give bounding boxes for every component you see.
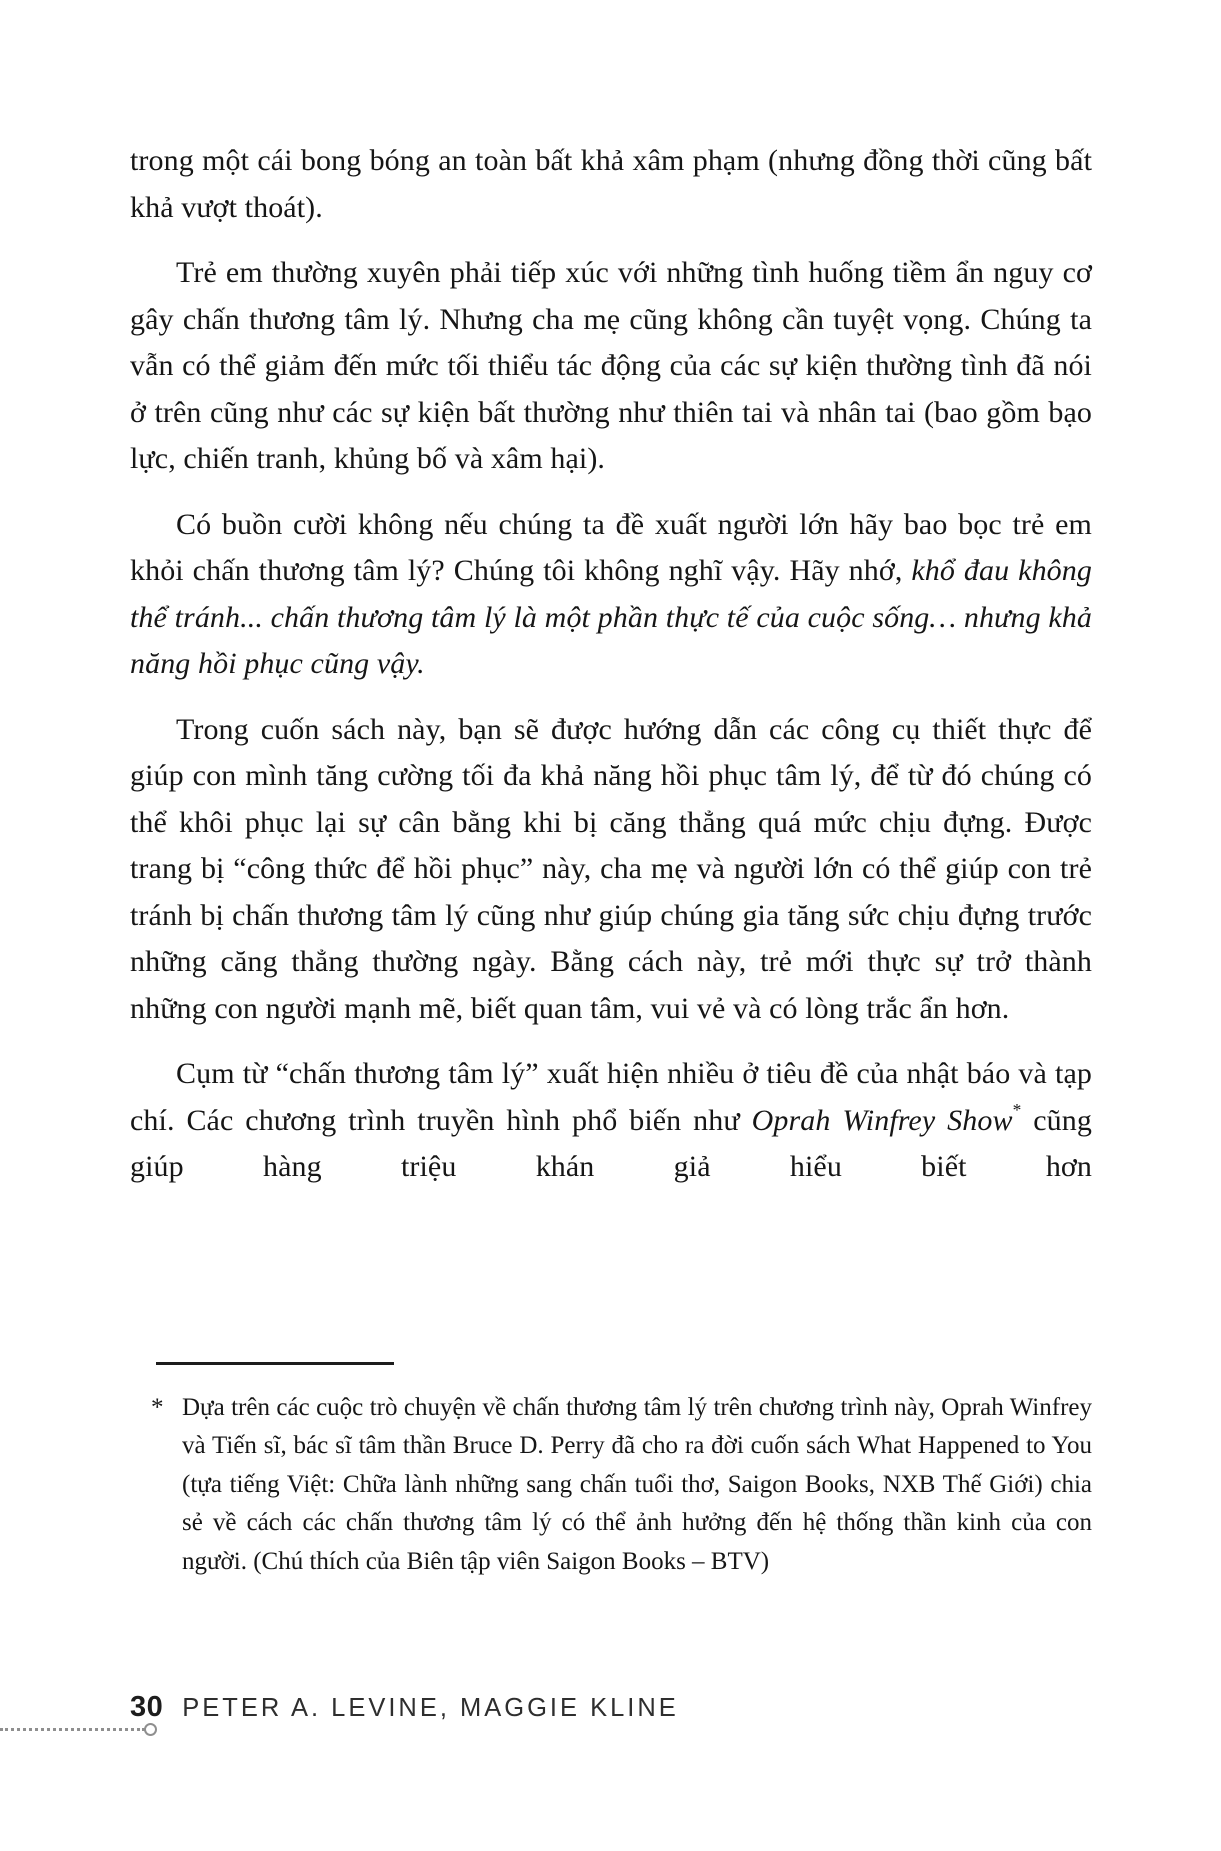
paragraph-text: Cụm từ “chấn thương tâm lý” xuất hiện nhiều ở tiêu đề của nhật báo và tạp chí. Các chương trình truyền hình phổ biến như xyxy=(130,1057,1092,1137)
footnote-text: Dựa trên các cuộc trò chuyện về chấn thương tâm lý trên chương trình này, Oprah Winfrey và Tiến sĩ, bác sĩ tâm thần Bruce D. Perry đã cho ra đời cuốn sách What Happened to You (tựa tiếng Việt: Chữa lành những sang chấn tuổi thơ, Saigon Books, NXB Thế Giới) chia sẻ về cách các chấn thương tâm lý có thể ảnh hưởng đến hệ thống thần kinh của con người. (Chú thích của Biên tập viên Saigon Books – BTV) xyxy=(182,1393,1092,1575)
running-footer-authors: PETER A. LEVINE, MAGGIE KLINE xyxy=(182,1694,679,1722)
footnote-reference-asterisk: * xyxy=(1012,1099,1022,1120)
footnote-divider xyxy=(156,1362,394,1365)
show-title-italic: Oprah Winfrey Show xyxy=(751,1103,1013,1137)
paragraph-text: Trẻ em thường xuyên phải tiếp xúc với những tình huống tiềm ẩn nguy cơ gây chấn thương tâm lý. Nhưng cha mẹ cũng không cần tuyệt vọng. Chúng ta vẫn có thể giảm đến mức tối thiểu tác động của các sự kiện thường tình đã nói ở trên cũng như các sự kiện bất thường như thiên tai và nhân tai (bao gồm bạo lực, chiến tranh, khủng bố và xâm hại). xyxy=(130,256,1092,475)
paragraph-text: trong một cái bong bóng an toàn bất khả xâm phạm (nhưng đồng thời cũng bất khả vượt thoát). xyxy=(130,144,1092,224)
footnote xyxy=(130,1389,1092,1582)
paragraph-text: Có buồn cười không nếu chúng ta đề xuất người lớn hãy bao bọc trẻ em khỏi chấn thương tâm lý? Chúng tôi không nghĩ vậy. Hãy nhớ, xyxy=(130,507,1092,587)
page-number: 30 xyxy=(130,1691,164,1723)
body-paragraph-4 xyxy=(130,707,1092,1033)
footer-ornament xyxy=(0,1721,175,1739)
body-paragraph-2 xyxy=(130,250,1092,483)
paragraph-text: cũng giúp hàng triệu khán giả hiểu biết hơn xyxy=(130,1103,1092,1183)
paragraph-text-italic: khổ đau không thể tránh... chấn thương tâm lý là một phần thực tế của cuộc sống… nhưng khả năng hồi phục cũng vậy. xyxy=(130,554,1092,680)
dotted-line-ornament xyxy=(0,1728,145,1731)
footnote-section xyxy=(130,1362,1092,1581)
footnote-marker: * xyxy=(151,1393,164,1421)
body-paragraph-3 xyxy=(130,502,1092,688)
paragraph-text: Trong cuốn sách này, bạn sẽ được hướng dẫn các công cụ thiết thực để giúp con mình tăng cường tối đa khả năng hồi phục tâm lý, để từ đó chúng có thể khôi phục lại sự cân bằng khi bị căng thẳng quá mức chịu đựng. Được trang bị “công thức để hồi phục” này, cha mẹ và người lớn có thể giúp con trẻ tránh bị chấn thương tâm lý cũng như giúp chúng gia tăng sức chịu đựng trước những căng thẳng thường ngày. Bằng cách này, trẻ mới thực sự trở thành những con người mạnh mẽ, biết quan tâm, vui vẻ và có lòng trắc ẩn hơn. xyxy=(130,712,1092,1025)
body-paragraph-5 xyxy=(130,1051,1092,1191)
body-paragraph-1 xyxy=(130,138,1092,231)
circle-ornament xyxy=(144,1723,157,1736)
page-body xyxy=(130,138,1092,1191)
page-footer xyxy=(130,1691,679,1724)
